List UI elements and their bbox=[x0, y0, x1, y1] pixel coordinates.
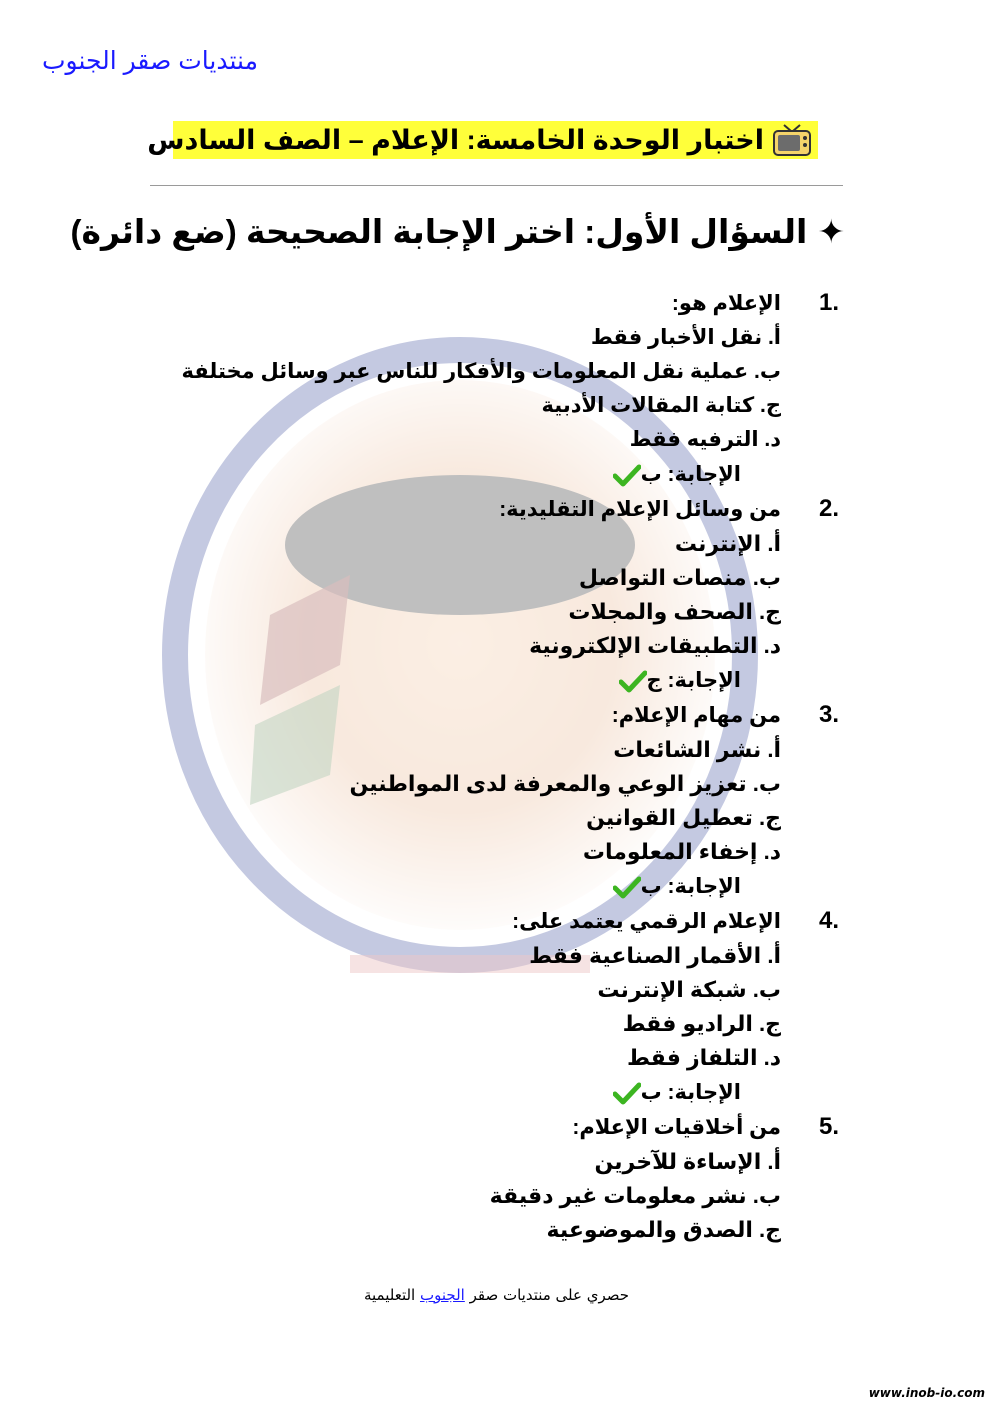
footer-note bbox=[0, 1286, 993, 1304]
answer bbox=[143, 457, 781, 493]
answer-text: الإجابة: ج bbox=[646, 669, 741, 692]
question-number: 1. bbox=[818, 289, 839, 316]
tv-icon bbox=[772, 123, 812, 157]
footer-text-before: حصري على منتديات صقر bbox=[464, 1286, 630, 1304]
exam-title bbox=[147, 121, 818, 159]
option-b: ب. منصات التواصل bbox=[578, 565, 781, 590]
answer-text: الإجابة: ب bbox=[640, 463, 741, 486]
star-icon: ✦ bbox=[817, 213, 845, 250]
questions-list bbox=[143, 287, 843, 1247]
question-number: 2. bbox=[818, 495, 839, 522]
question-stem: الإعلام هو: bbox=[671, 292, 781, 315]
answer bbox=[143, 1075, 781, 1111]
question-number: 5. bbox=[818, 1113, 839, 1140]
option-a: أ. نشر الشائعات bbox=[613, 737, 781, 762]
answer-text: الإجابة: ب bbox=[640, 875, 741, 898]
option-a: أ. نقل الأخبار فقط bbox=[590, 326, 781, 349]
question-1 bbox=[143, 287, 843, 493]
option-d: د. إخفاء المعلومات bbox=[582, 839, 781, 864]
option-d: د. الترفيه فقط bbox=[629, 428, 781, 451]
option-b: ب. نشر معلومات غير دقيقة bbox=[489, 1183, 781, 1208]
site-name: منتديات صقر الجنوب bbox=[42, 47, 258, 75]
answer bbox=[143, 869, 781, 905]
option-a: أ. الأقمار الصناعية فقط bbox=[529, 943, 781, 968]
option-b: ب. شبكة الإنترنت bbox=[597, 977, 781, 1002]
check-icon bbox=[613, 875, 641, 899]
exam-title-text: اختبار الوحدة الخامسة: الإعلام – الصف السادس bbox=[147, 124, 764, 155]
question-stem: من مهام الإعلام: bbox=[611, 704, 781, 727]
answer-text: الإجابة: ب bbox=[640, 1081, 741, 1104]
question-stem: من وسائل الإعلام التقليدية: bbox=[499, 498, 781, 521]
option-d: د. التلفاز فقط bbox=[627, 1045, 781, 1070]
check-icon bbox=[619, 669, 647, 693]
footer-text-after: التعليمية bbox=[363, 1286, 420, 1304]
section-heading bbox=[71, 212, 845, 251]
question-stem: من أخلاقيات الإعلام: bbox=[572, 1116, 781, 1139]
check-icon bbox=[613, 1081, 641, 1105]
option-b: ب. عملية نقل المعلومات والأفكار للناس عبر وسائل مختلفة bbox=[181, 360, 781, 383]
question-5 bbox=[143, 1111, 843, 1247]
option-c: ج. الصدق والموضوعية bbox=[546, 1217, 781, 1242]
option-c: ج. الصحف والمجلات bbox=[568, 599, 781, 624]
question-3 bbox=[143, 699, 843, 905]
option-b: ب. تعزيز الوعي والمعرفة لدى المواطنين bbox=[349, 771, 781, 796]
option-d: د. التطبيقات الإلكترونية bbox=[529, 633, 781, 658]
option-c: ج. تعطيل القوانين bbox=[586, 805, 781, 830]
option-a: أ. الإنترنت bbox=[674, 531, 781, 556]
corner-url: www.inob-io.com bbox=[868, 1386, 985, 1400]
footer-link[interactable]: الجنوب bbox=[419, 1286, 465, 1304]
check-icon bbox=[613, 463, 641, 487]
section-heading-text: السؤال الأول: اختر الإجابة الصحيحة (ضع دائرة) bbox=[70, 213, 808, 250]
option-c: ج. الراديو فقط bbox=[622, 1011, 781, 1036]
divider bbox=[150, 185, 843, 186]
question-number: 4. bbox=[818, 907, 839, 934]
option-a: أ. الإساءة للآخرين bbox=[594, 1149, 781, 1174]
question-2 bbox=[143, 493, 843, 699]
answer bbox=[143, 663, 781, 699]
question-number: 3. bbox=[818, 701, 839, 728]
question-4 bbox=[143, 905, 843, 1111]
option-c: ج. كتابة المقالات الأدبية bbox=[541, 394, 781, 417]
question-stem: الإعلام الرقمي يعتمد على: bbox=[512, 910, 781, 933]
